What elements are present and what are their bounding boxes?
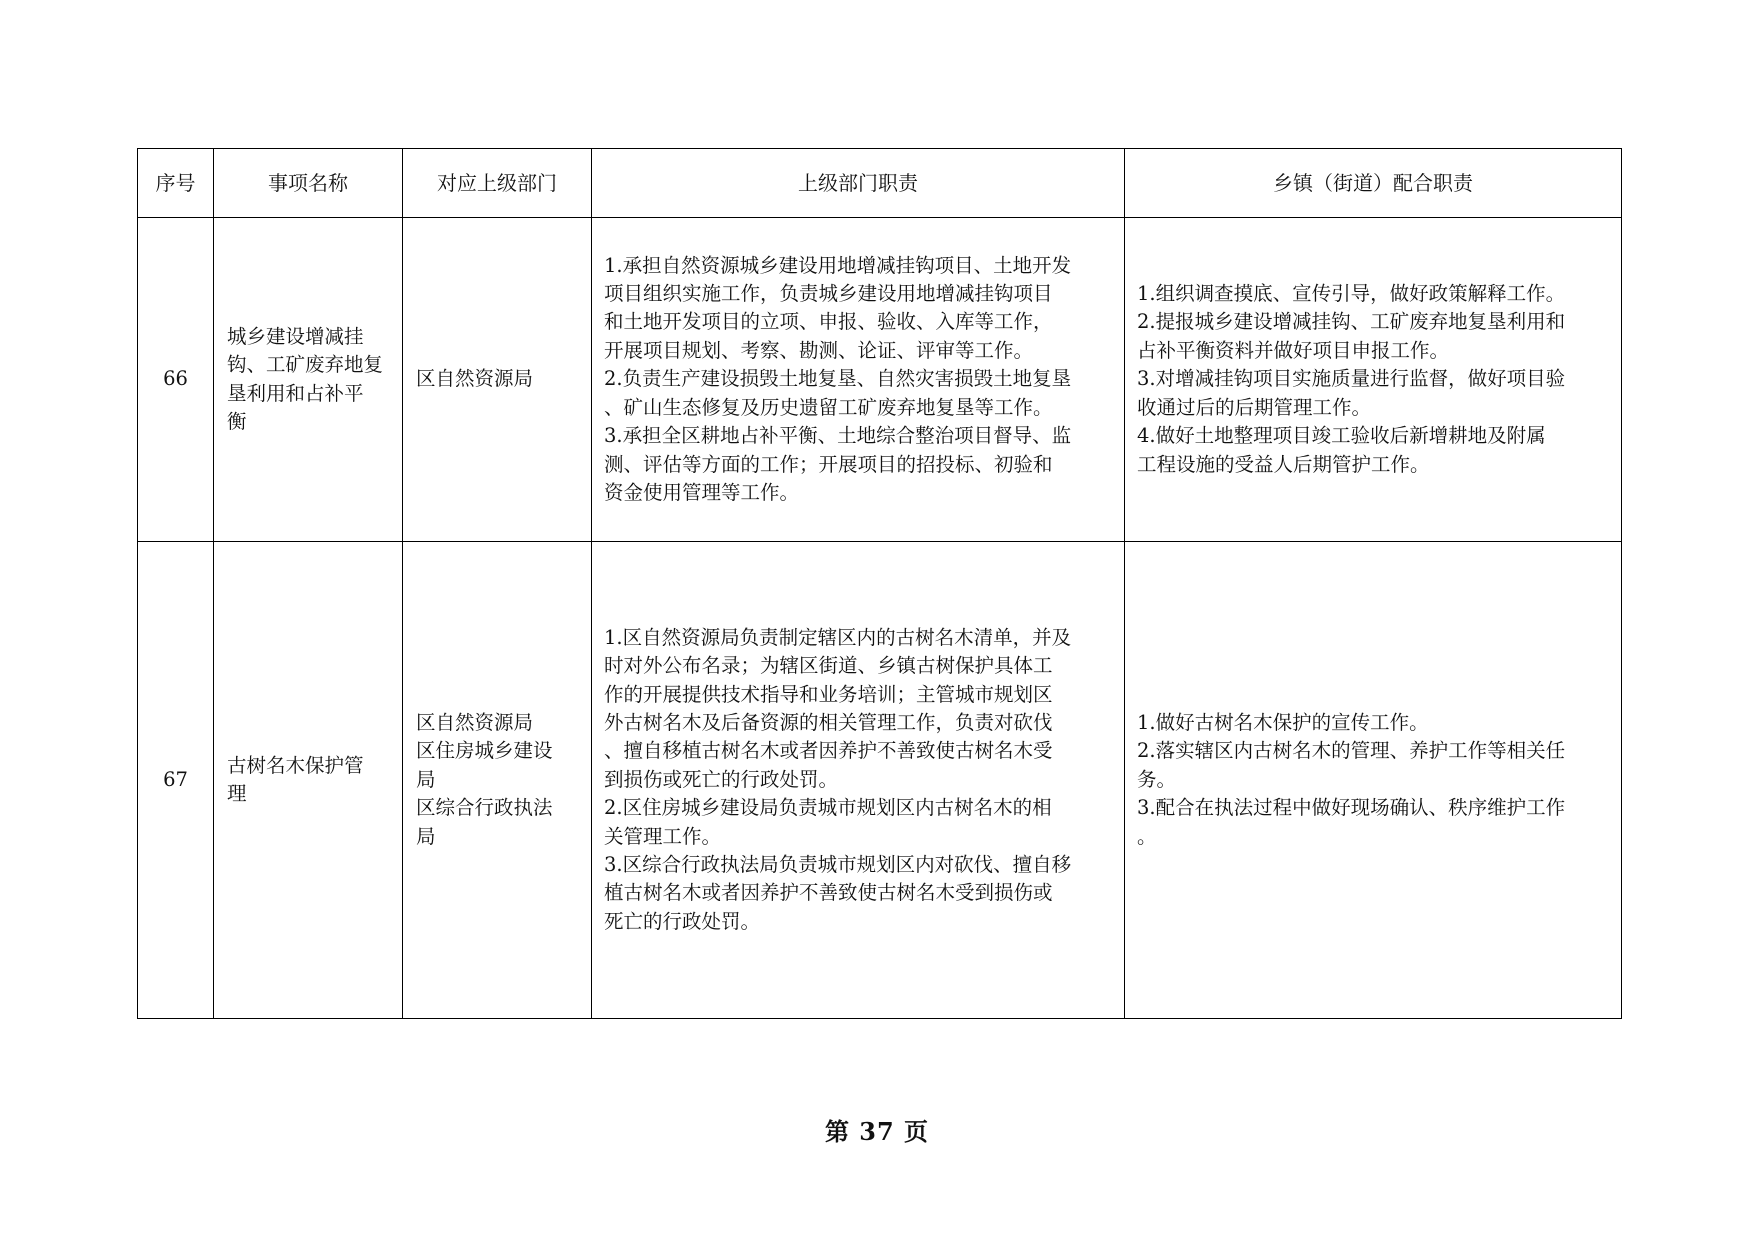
cell-upper-duty: [592, 542, 1125, 1019]
text-line: 2.负责生产建设损毁土地复垦、自然灾害损毁土地复垦: [604, 367, 1072, 391]
cell-upper-duty: [592, 218, 1125, 542]
text-line: 测、评估等方面的工作；开展项目的招投标、初验和: [604, 452, 1053, 476]
text-line: 、矿山生态修复及历史遗留工矿废弃地复垦等工作。: [604, 395, 1053, 419]
cell-seq: 67: [138, 542, 214, 1019]
table-row: [138, 542, 1622, 1019]
text-line: 开展项目规划、考察、勘测、论证、评审等工作。: [604, 338, 1034, 362]
text-line: 3.承担全区耕地占补平衡、土地综合整治项目督导、监: [604, 424, 1072, 448]
text-line: 局: [416, 767, 436, 791]
text-line: 外古树名木及后备资源的相关管理工作，负责对砍伐: [604, 710, 1053, 734]
text-line: 占补平衡资料并做好项目申报工作。: [1137, 338, 1450, 362]
page-number: 第 37 页: [824, 1117, 930, 1146]
text-line: 区住房城乡建设: [416, 739, 553, 763]
text-line: 2.落实辖区内古树名木的管理、养护工作等相关任: [1137, 739, 1566, 763]
text-line: 理: [227, 782, 247, 805]
text-line: 2.提报城乡建设增减挂钩、工矿废弃地复垦利用和: [1137, 310, 1566, 334]
header-upper-dept: 对应上级部门: [403, 149, 592, 218]
text-line: 关管理工作。: [604, 824, 722, 848]
header-item-name: 事项名称: [214, 149, 403, 218]
text-line: 植古树名木或者因养护不善致使古树名木受到损伤或: [604, 881, 1053, 905]
table-row: [138, 218, 1622, 542]
text-line: 和土地开发项目的立项、申报、验收、入库等工作，: [604, 310, 1053, 334]
text-line: 时对外公布名录；为辖区街道、乡镇古树保护具体工: [604, 654, 1053, 678]
cell-upper-dept: [403, 218, 592, 542]
cell-seq: 66: [138, 218, 214, 542]
text-line: 1.做好古树名木保护的宣传工作。: [1137, 710, 1429, 734]
text-line: 1.组织调查摸底、宣传引导，做好政策解释工作。: [1137, 282, 1566, 306]
text-line: 1.区自然资源局负责制定辖区内的古树名木清单，并及: [604, 625, 1072, 649]
text-line: 死亡的行政处罚。: [604, 909, 761, 933]
text-line: 收通过后的后期管理工作。: [1137, 395, 1372, 419]
text-line: 区综合行政执法: [416, 796, 553, 820]
text-line: 4.做好土地整理项目竣工验收后新增耕地及附属: [1137, 424, 1546, 448]
text-line: 、擅自移植古树名木或者因养护不善致使古树名木受: [604, 739, 1053, 763]
text-line: 作的开展提供技术指导和业务培训；主管城市规划区: [604, 682, 1053, 706]
text-line: 区自然资源局: [416, 367, 534, 391]
text-line: 3.区综合行政执法局负责城市规划区内对砍伐、擅自移: [604, 853, 1072, 877]
cell-town-duty: [1125, 218, 1622, 542]
text-line: 2.区住房城乡建设局负责城市规划区内古树名木的相: [604, 796, 1052, 820]
text-line: 务。: [1137, 767, 1177, 791]
text-line: 垦利用和占补平: [227, 381, 364, 405]
cell-upper-dept: [403, 542, 592, 1019]
cell-item-name: [214, 542, 403, 1019]
duty-table: [137, 148, 1622, 1019]
text-line: 局: [416, 824, 436, 848]
text-line: 工程设施的受益人后期管护工作。: [1137, 452, 1430, 476]
text-line: 到损伤或死亡的行政处罚。: [604, 767, 839, 791]
text-line: 1.承担自然资源城乡建设用地增减挂钩项目、土地开发: [604, 253, 1072, 277]
text-line: 区自然资源局: [416, 710, 534, 734]
text-line: 。: [1137, 824, 1157, 848]
text-line: 钩、工矿废弃地复: [227, 353, 384, 377]
text-line: 3.对增减挂钩项目实施质量进行监督，做好项目验: [1137, 367, 1566, 391]
header-town-duty: 乡镇（街道）配合职责: [1125, 149, 1622, 218]
cell-item-name: [214, 218, 403, 542]
text-line: 3.配合在执法过程中做好现场确认、秩序维护工作: [1137, 796, 1566, 820]
header-upper-duty: 上级部门职责: [592, 149, 1125, 218]
table-header-row: [138, 149, 1622, 218]
text-line: 资金使用管理等工作。: [604, 480, 800, 504]
text-line: 城乡建设增减挂: [227, 324, 364, 348]
text-line: 古树名木保护管: [227, 753, 364, 777]
text-line: 项目组织实施工作，负责城乡建设用地增减挂钩项目: [604, 282, 1053, 306]
header-seq: 序号: [138, 149, 214, 218]
cell-town-duty: [1125, 542, 1622, 1019]
text-line: 衡: [227, 409, 247, 433]
